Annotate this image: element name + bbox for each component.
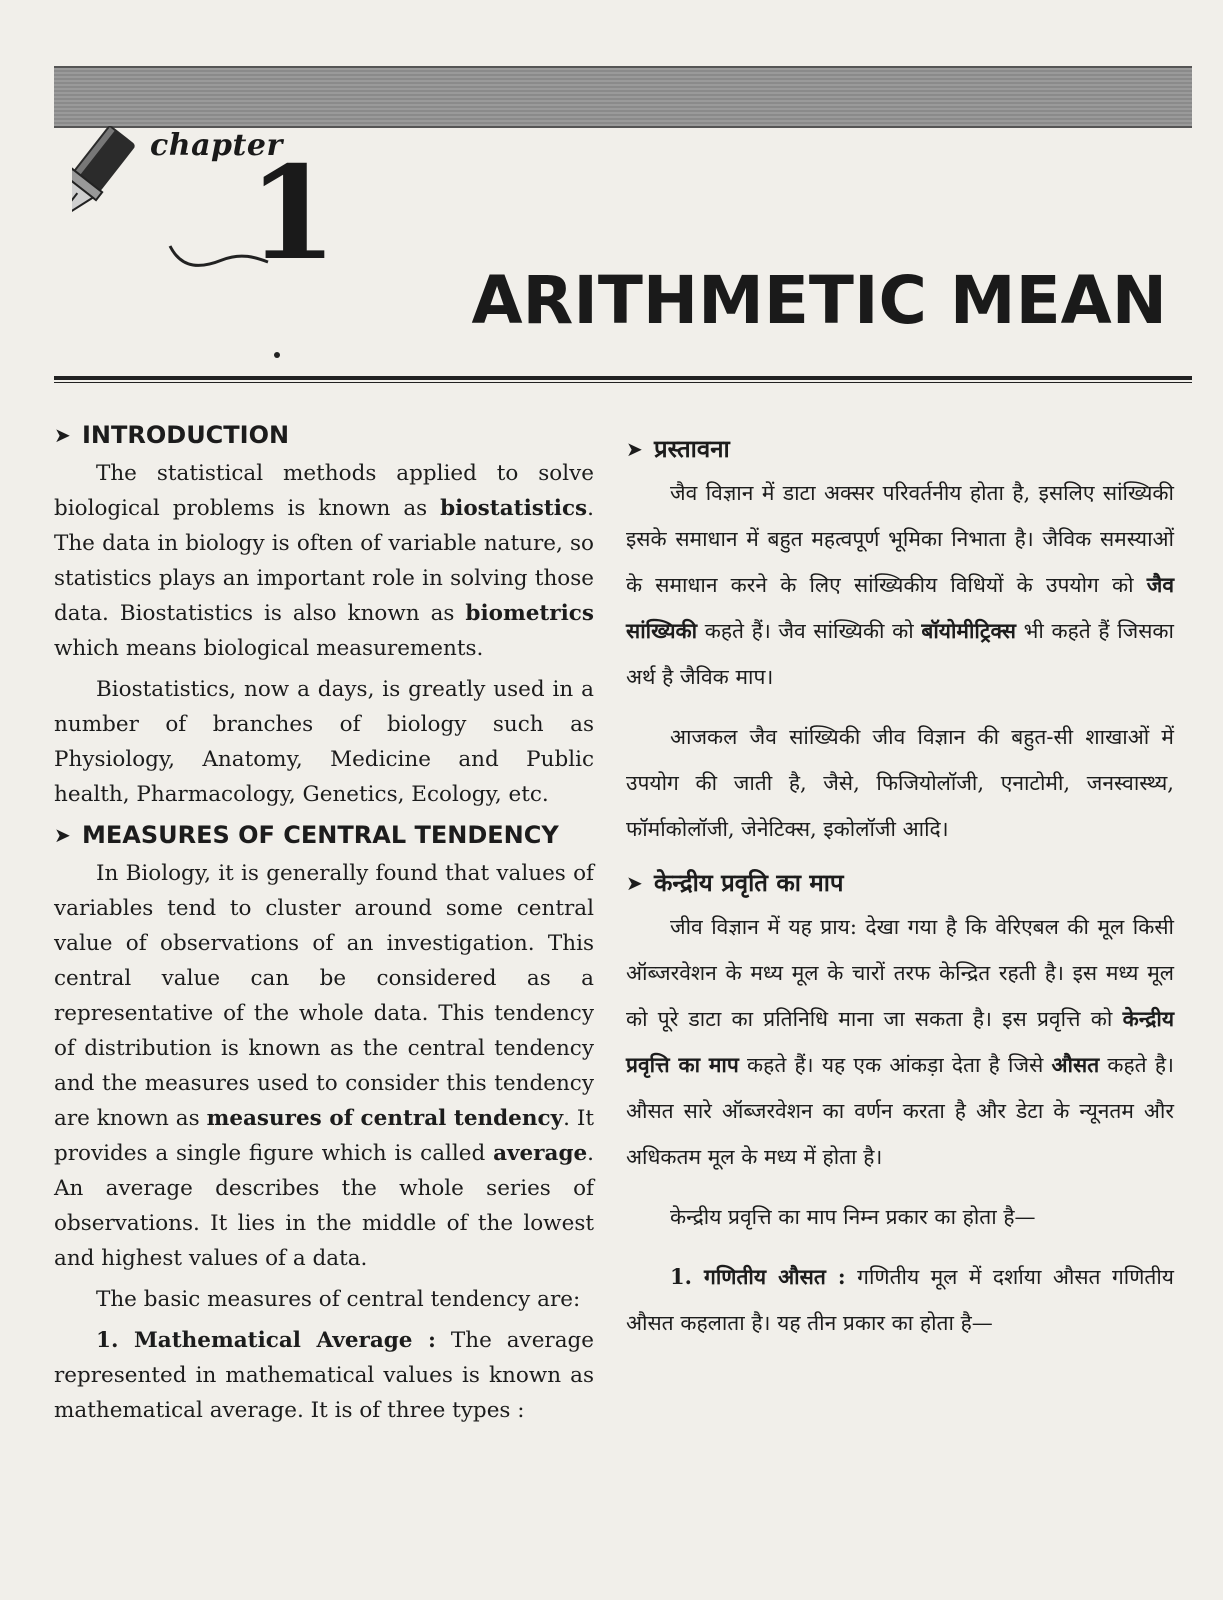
chapter-number: 1 bbox=[248, 139, 338, 289]
text-run: भी कहते हैं जिसका अर्थ है जैविक माप। bbox=[626, 619, 1174, 689]
term-ganitiya-ausat: 1. गणितीय औसत : bbox=[670, 1264, 846, 1289]
hindi-central-tendency-paragraph-1 bbox=[626, 904, 1174, 1180]
chapter-word: chapter bbox=[150, 128, 283, 163]
intro-paragraph-2: Biostatistics, now a days, is greatly used in a number of branches of biology such as Physiology, Anatomy, Medicine and Public health, Pharmacology, Genetics, Ecology, etc. bbox=[54, 677, 594, 807]
text-run: The statistical methods applied to solve biological problems is known as bbox=[54, 461, 594, 521]
arrow-icon: ➤ bbox=[54, 823, 71, 847]
intro-paragraph-1 bbox=[54, 456, 594, 666]
heading-text: प्रस्तावना bbox=[654, 435, 730, 463]
text-run: जैव विज्ञान में डाटा अक्सर परिवर्तनीय होता है, इसलिए सांख्यिकी इसके समाधान में बहुत महत्वपूर्ण भूमिका निभाता है। जैविक समस्याओं के समाधान करने के लिए सांख्यिकीय विधियों के उपयोग को bbox=[626, 481, 1174, 597]
section-heading-introduction bbox=[54, 418, 594, 452]
arrow-icon: ➤ bbox=[54, 423, 71, 447]
arrow-icon: ➤ bbox=[626, 437, 643, 461]
term-biometrics-hindi: बॉयोमीट्रिक्स bbox=[921, 618, 1016, 643]
section-heading-central-tendency bbox=[54, 818, 594, 852]
term-average: average bbox=[493, 1141, 588, 1166]
central-tendency-paragraph-3 bbox=[54, 1323, 594, 1428]
hindi-central-tendency-paragraph-2: केन्द्रीय प्रवृत्ति का माप निम्न प्रकार का होता है— bbox=[670, 1205, 1036, 1229]
text-run: जीव विज्ञान में यह प्राय: देखा गया है कि वेरिएबल की मूल किसी ऑब्जरवेशन के मध्य मूल के चारों तरफ केन्द्रित रहती है। इस मध्य मूल को पूरे डाटा का प्रतिनिधि माना जा सकता है। इस प्रवृत्ति को bbox=[626, 915, 1174, 1031]
english-column bbox=[54, 418, 594, 1434]
section-heading-prastavana bbox=[626, 432, 1174, 466]
central-tendency-paragraph-1 bbox=[54, 856, 594, 1276]
heading-text: MEASURES OF CENTRAL TENDENCY bbox=[82, 821, 559, 849]
text-run: . An average describes the whole series of observations. It lies in the middle of the lowest and highest values of a data. bbox=[54, 1141, 594, 1271]
text-run: कहते हैं। जैव सांख्यिकी को bbox=[697, 619, 922, 643]
text-run: In Biology, it is generally found that values of variables tend to cluster around some central value of observations of an investigation. This central value can be considered as a representative of the whole data. This tendency of distribution is known as the central tendency and the measures used to consider this tendency are known as bbox=[54, 861, 594, 1131]
term-mathematical-average: 1. Mathematical Average : bbox=[96, 1328, 436, 1353]
text-run: . It provides a single figure which is called bbox=[54, 1106, 594, 1166]
heading-text: INTRODUCTION bbox=[82, 421, 290, 449]
text-run: कहते हैं। यह एक आंकड़ा देता है जिसे bbox=[738, 1053, 1052, 1077]
hindi-intro-paragraph-1 bbox=[626, 470, 1174, 700]
header-band bbox=[54, 66, 1192, 128]
term-biostatistics: biostatistics bbox=[440, 496, 588, 521]
bullet-dot bbox=[274, 352, 280, 358]
text-run: The average represented in mathematical values is known as mathematical average. It is of three types : bbox=[54, 1328, 594, 1423]
term-jaiv-sankhyiki: जैव सांख्यिकी bbox=[626, 572, 1174, 643]
chapter-title: ARITHMETIC MEAN bbox=[471, 262, 1167, 339]
text-run: which means biological measurements. bbox=[54, 636, 484, 661]
hindi-column bbox=[626, 432, 1174, 1360]
header-rule bbox=[54, 376, 1192, 383]
hindi-central-tendency-paragraph-3 bbox=[626, 1254, 1174, 1346]
section-heading-kendriya-pravriti bbox=[626, 866, 1174, 900]
heading-text: केन्द्रीय प्रवृति का माप bbox=[654, 869, 844, 897]
text-run: कहते है। औसत सारे ऑब्जरवेशन का वर्णन करता है और डेटा के न्यूनतम और अधिकतम मूल के मध्य में होता है। bbox=[626, 1053, 1174, 1169]
hindi-intro-paragraph-2: आजकल जैव सांख्यिकी जीव विज्ञान की बहुत-सी शाखाओं में उपयोग की जाती है, जैसे, फिजियोलॉजी, एनाटोमी, जनस्वास्थ्य, फॉर्माकोलॉजी, जेनेटिक्स, इकोलॉजी आदि। bbox=[626, 725, 1174, 841]
term-ausat: औसत bbox=[1051, 1052, 1100, 1077]
term-measures-central-tendency: measures of central tendency bbox=[206, 1106, 564, 1131]
term-kendriya-pravriti-ka-map: केन्द्रीय प्रवृत्ति का माप bbox=[626, 1006, 1174, 1077]
central-tendency-paragraph-2: The basic measures of central tendency are: bbox=[96, 1287, 581, 1312]
text-run: . The data in biology is often of variable nature, so statistics plays an important role in solving those data. Biostatistics is also known as bbox=[54, 496, 594, 626]
arrow-icon: ➤ bbox=[626, 871, 643, 895]
text-run: गणितीय मूल में दर्शाया औसत गणितीय औसत कहलाता है। यह तीन प्रकार का होता है— bbox=[626, 1265, 1174, 1335]
term-biometrics: biometrics bbox=[465, 601, 594, 626]
